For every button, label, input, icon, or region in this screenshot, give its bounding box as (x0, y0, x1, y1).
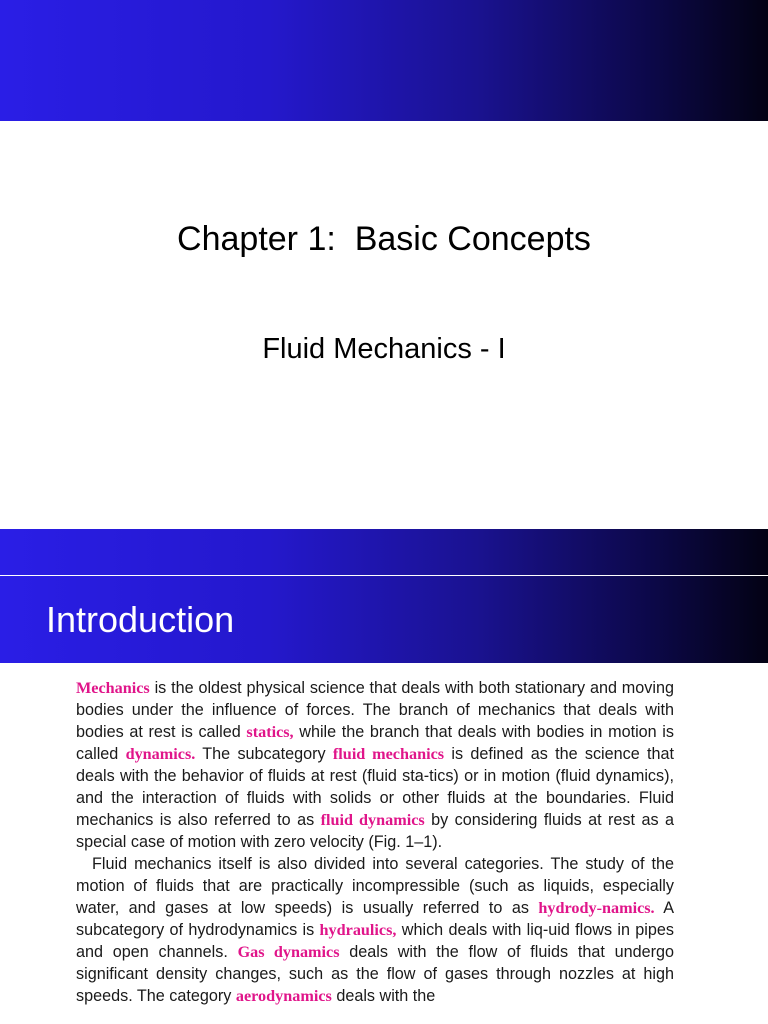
highlighted-term: statics, (246, 723, 294, 741)
intro-paragraph-1 (76, 677, 674, 853)
body-text: which deals with liq-uid flows in pipes and open channels. (76, 921, 674, 961)
course-subtitle: Fluid Mechanics - I (262, 333, 506, 365)
introduction-body (76, 677, 674, 1007)
body-text: deals with the flow of fluids that undergo significant density changes, such as the flow of gases through nozzles at high speeds. The category (76, 943, 675, 1005)
intro-paragraph-2 (76, 853, 674, 1007)
introduction-heading: Introduction (46, 599, 235, 640)
highlighted-term: aerodynamics (235, 987, 332, 1005)
highlighted-term: fluid dynamics (320, 811, 425, 829)
body-text: Fluid mechanics itself is also divided into several categories. The study of the motion of fluids that are practically incompressible (such as liquids, especially water, and gases at low speeds) is usually referred to as (76, 855, 674, 917)
body-text: is the oldest physical science that deals with both stationary and moving bodies under the influence of forces. The branch of mechanics that deals with bodies at rest is called (76, 679, 674, 741)
body-text: deals with the (331, 987, 436, 1005)
body-text: while the branch that deals with bodies in motion is called (76, 723, 674, 763)
highlighted-term: Mechanics (76, 679, 150, 697)
body-text: is defined as the science that deals with the behavior of fluids at rest (fluid sta-tics) or in motion (fluid dynamics), and the interaction of fluids with solids or other fluids at the boundaries. Fluid mechanics is also referred to as (76, 745, 675, 829)
body-text: A subcategory of hydrodynamics is (76, 899, 674, 939)
body-text: The subcategory (195, 745, 333, 763)
highlighted-term: hydraulics, (319, 921, 397, 939)
chapter-title: Chapter 1: Basic Concepts (177, 220, 591, 258)
highlighted-term: hydrody-namics. (538, 899, 655, 917)
highlighted-term: fluid mechanics (332, 745, 445, 763)
highlighted-term: dynamics. (125, 745, 196, 763)
slide1-bottom-banner (0, 529, 768, 575)
highlighted-term: Gas dynamics (237, 943, 340, 961)
slide1-top-banner (0, 0, 768, 121)
body-text: by considering fluids at rest as a special case of motion with zero velocity (Fig. 1–1). (76, 811, 674, 851)
